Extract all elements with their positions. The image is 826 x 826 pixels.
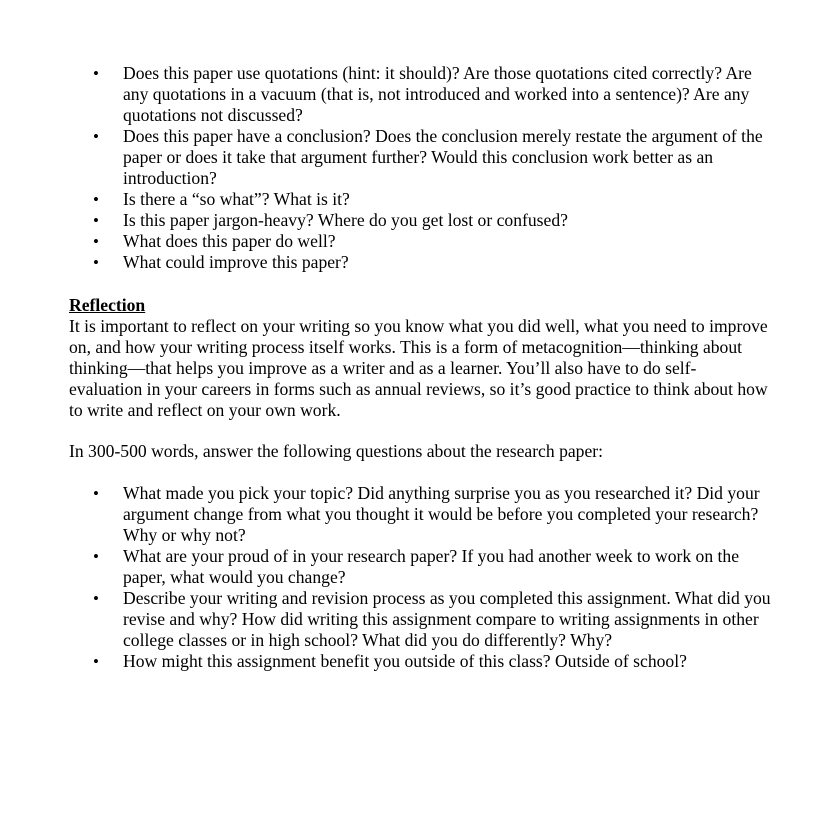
- bullet-icon: •: [93, 232, 99, 251]
- reflection-heading: Reflection: [69, 295, 146, 315]
- list-item-text: Does this paper use quotations (hint: it should)? Are those quotations cited correctly? Are any quotations in a vacuum (that is, not introduced and worked into a sentence)? Are any quotations not discussed?: [123, 63, 752, 125]
- list-item-text: What are your proud of in your research paper? If you had another week to work on the paper, what would you change?: [123, 546, 740, 587]
- list-item-text: Describe your writing and revision process as you completed this assignment. What did you revise and why? How did writing this assignment compare to writing assignments in other college classes or in high school? What did you do differently? Why?: [123, 588, 771, 650]
- list-item: [0, 126, 773, 189]
- list-item: [0, 483, 773, 546]
- bullet-icon: •: [93, 127, 99, 146]
- bullet-icon: •: [93, 547, 99, 566]
- list-item: [0, 210, 773, 231]
- bullet-icon: •: [93, 484, 99, 503]
- reflection-questions-list: [0, 483, 773, 672]
- bullet-icon: •: [93, 589, 99, 608]
- list-item: [0, 588, 773, 651]
- review-questions-list: [0, 63, 773, 273]
- bullet-icon: •: [93, 211, 99, 230]
- reflection-prompt: In 300-500 words, answer the following questions about the research paper:: [69, 441, 604, 461]
- list-item-text: Is this paper jargon-heavy? Where do you get lost or confused?: [123, 210, 568, 230]
- list-item-text: How might this assignment benefit you outside of this class? Outside of school?: [123, 651, 687, 671]
- list-item-text: What does this paper do well?: [123, 231, 336, 251]
- list-item: [0, 546, 773, 588]
- bullet-icon: •: [93, 652, 99, 671]
- bullet-icon: •: [93, 190, 99, 209]
- list-item: [0, 63, 773, 126]
- list-item: [0, 231, 773, 252]
- list-item-text: What could improve this paper?: [123, 252, 349, 272]
- bullet-icon: •: [93, 253, 99, 272]
- bullet-icon: •: [93, 64, 99, 83]
- reflection-paragraph: It is important to reflect on your writing so you know what you did well, what you need to improve on, and how your writing process itself works. This is a form of metacognition—thinking about thinking—that helps you improve as a writer and as a learner. You’ll also have to do self-evaluation in your careers in forms such as annual reviews, so it’s good practice to think about how to write and reflect on your own work.: [69, 316, 768, 420]
- list-item-text: Is there a “so what”? What is it?: [123, 189, 350, 209]
- list-item: [0, 651, 773, 672]
- list-item: [0, 252, 773, 273]
- list-item: [0, 189, 773, 210]
- list-item-text: Does this paper have a conclusion? Does the conclusion merely restate the argument of the paper or does it take that argument further? Would this conclusion work better as an introduction?: [123, 126, 763, 188]
- list-item-text: What made you pick your topic? Did anything surprise you as you researched it? Did your argument change from what you thought it would be before you completed your research? Why or why not?: [123, 483, 760, 545]
